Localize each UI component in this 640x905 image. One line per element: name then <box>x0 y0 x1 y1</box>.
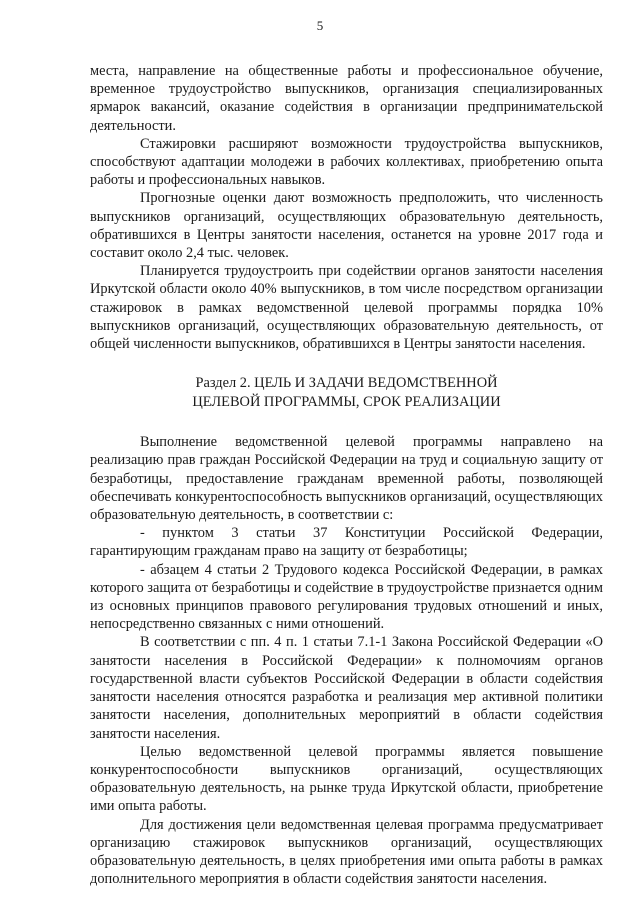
paragraph: Стажировки расширяют возможности трудоустройства выпускников, способствуют адаптации молодежи в рабочих коллективах, приобретению опыта работы и профессиональных навыков. <box>90 135 603 189</box>
section-heading <box>90 374 603 411</box>
list-item: - абзацем 4 статьи 2 Трудового кодекса Российской Федерации, в рамках которого защита от безработицы и содействие в трудоустройстве признается одним из основных принципов правового регулирования трудовых отношений и иных, непосредственно связанных с ними отношений. <box>90 561 603 633</box>
page-content <box>90 62 603 888</box>
paragraph: Для достижения цели ведомственная целевая программа предусматривает организацию стажировок выпускников организаций, осуществляющих образовательную деятельность, в целях приобретения ими опыта работы в рамках дополнительного мероприятия в области содействия занятости населения. <box>90 816 603 888</box>
paragraph: Планируется трудоустроить при содействии органов занятости населения Иркутской области около 40% выпускников, в том числе посредством организации стажировок в рамках ведомственной целевой программы порядка 10% выпускников организаций, осуществляющих образовательную деятельность, от общей численности выпускников, обратившихся в Центры занятости населения. <box>90 263 603 353</box>
paragraph: Целью ведомственной целевой программы является повышение конкурентоспособности выпускников организаций, осуществляющих образовательную деятельность, на рынке труда Иркутской области, приобретение ими опыта работы. <box>90 743 603 815</box>
paragraph: В соответствии с пп. 4 п. 1 статьи 7.1-1 Закона Российской Федерации «О занятости населения в Российской Федерации» к полномочиям органов государственной власти субъектов Российской Федерации в области содействия занятости населения относятся разработка и реализация мер активной политики занятости населения, дополнительных мероприятий в области содействия занятости населения. <box>90 634 603 742</box>
list-item: - пунктом 3 статьи 37 Конституции Российской Федерации, гарантирующим гражданам право на защиту от безработицы; <box>90 525 603 560</box>
section-heading-line: Раздел 2. ЦЕЛЬ И ЗАДАЧИ ВЕДОМСТВЕННОЙ <box>195 375 498 392</box>
paragraph: места, направление на общественные работы и профессиональное обучение, временное трудоустройство выпускников, организация специализированных ярмарок вакансий, оказание содействия в организации предпринимательской деятельности. <box>90 63 603 134</box>
section-heading-line: ЦЕЛЕВОЙ ПРОГРАММЫ, СРОК РЕАЛИЗАЦИИ <box>192 393 501 410</box>
paragraph: Прогнозные оценки дают возможность предположить, что численность выпускников организаций, осуществляющих образовательную деятельность, обратившихся в Центры занятости населения, останется на уровне 2017 года и составит около 2,4 тыс. человек. <box>90 190 603 262</box>
paragraph: Выполнение ведомственной целевой программы направлено на реализацию прав граждан Российской Федерации на труд и социальную защиту от безработицы, предоставление гражданам временной работы, позволяющей обеспечивать конкурентоспособность выпускников организаций, осуществляющих образовательную деятельность, в соответствии с: <box>90 434 603 524</box>
page-number: 5 <box>316 18 324 33</box>
